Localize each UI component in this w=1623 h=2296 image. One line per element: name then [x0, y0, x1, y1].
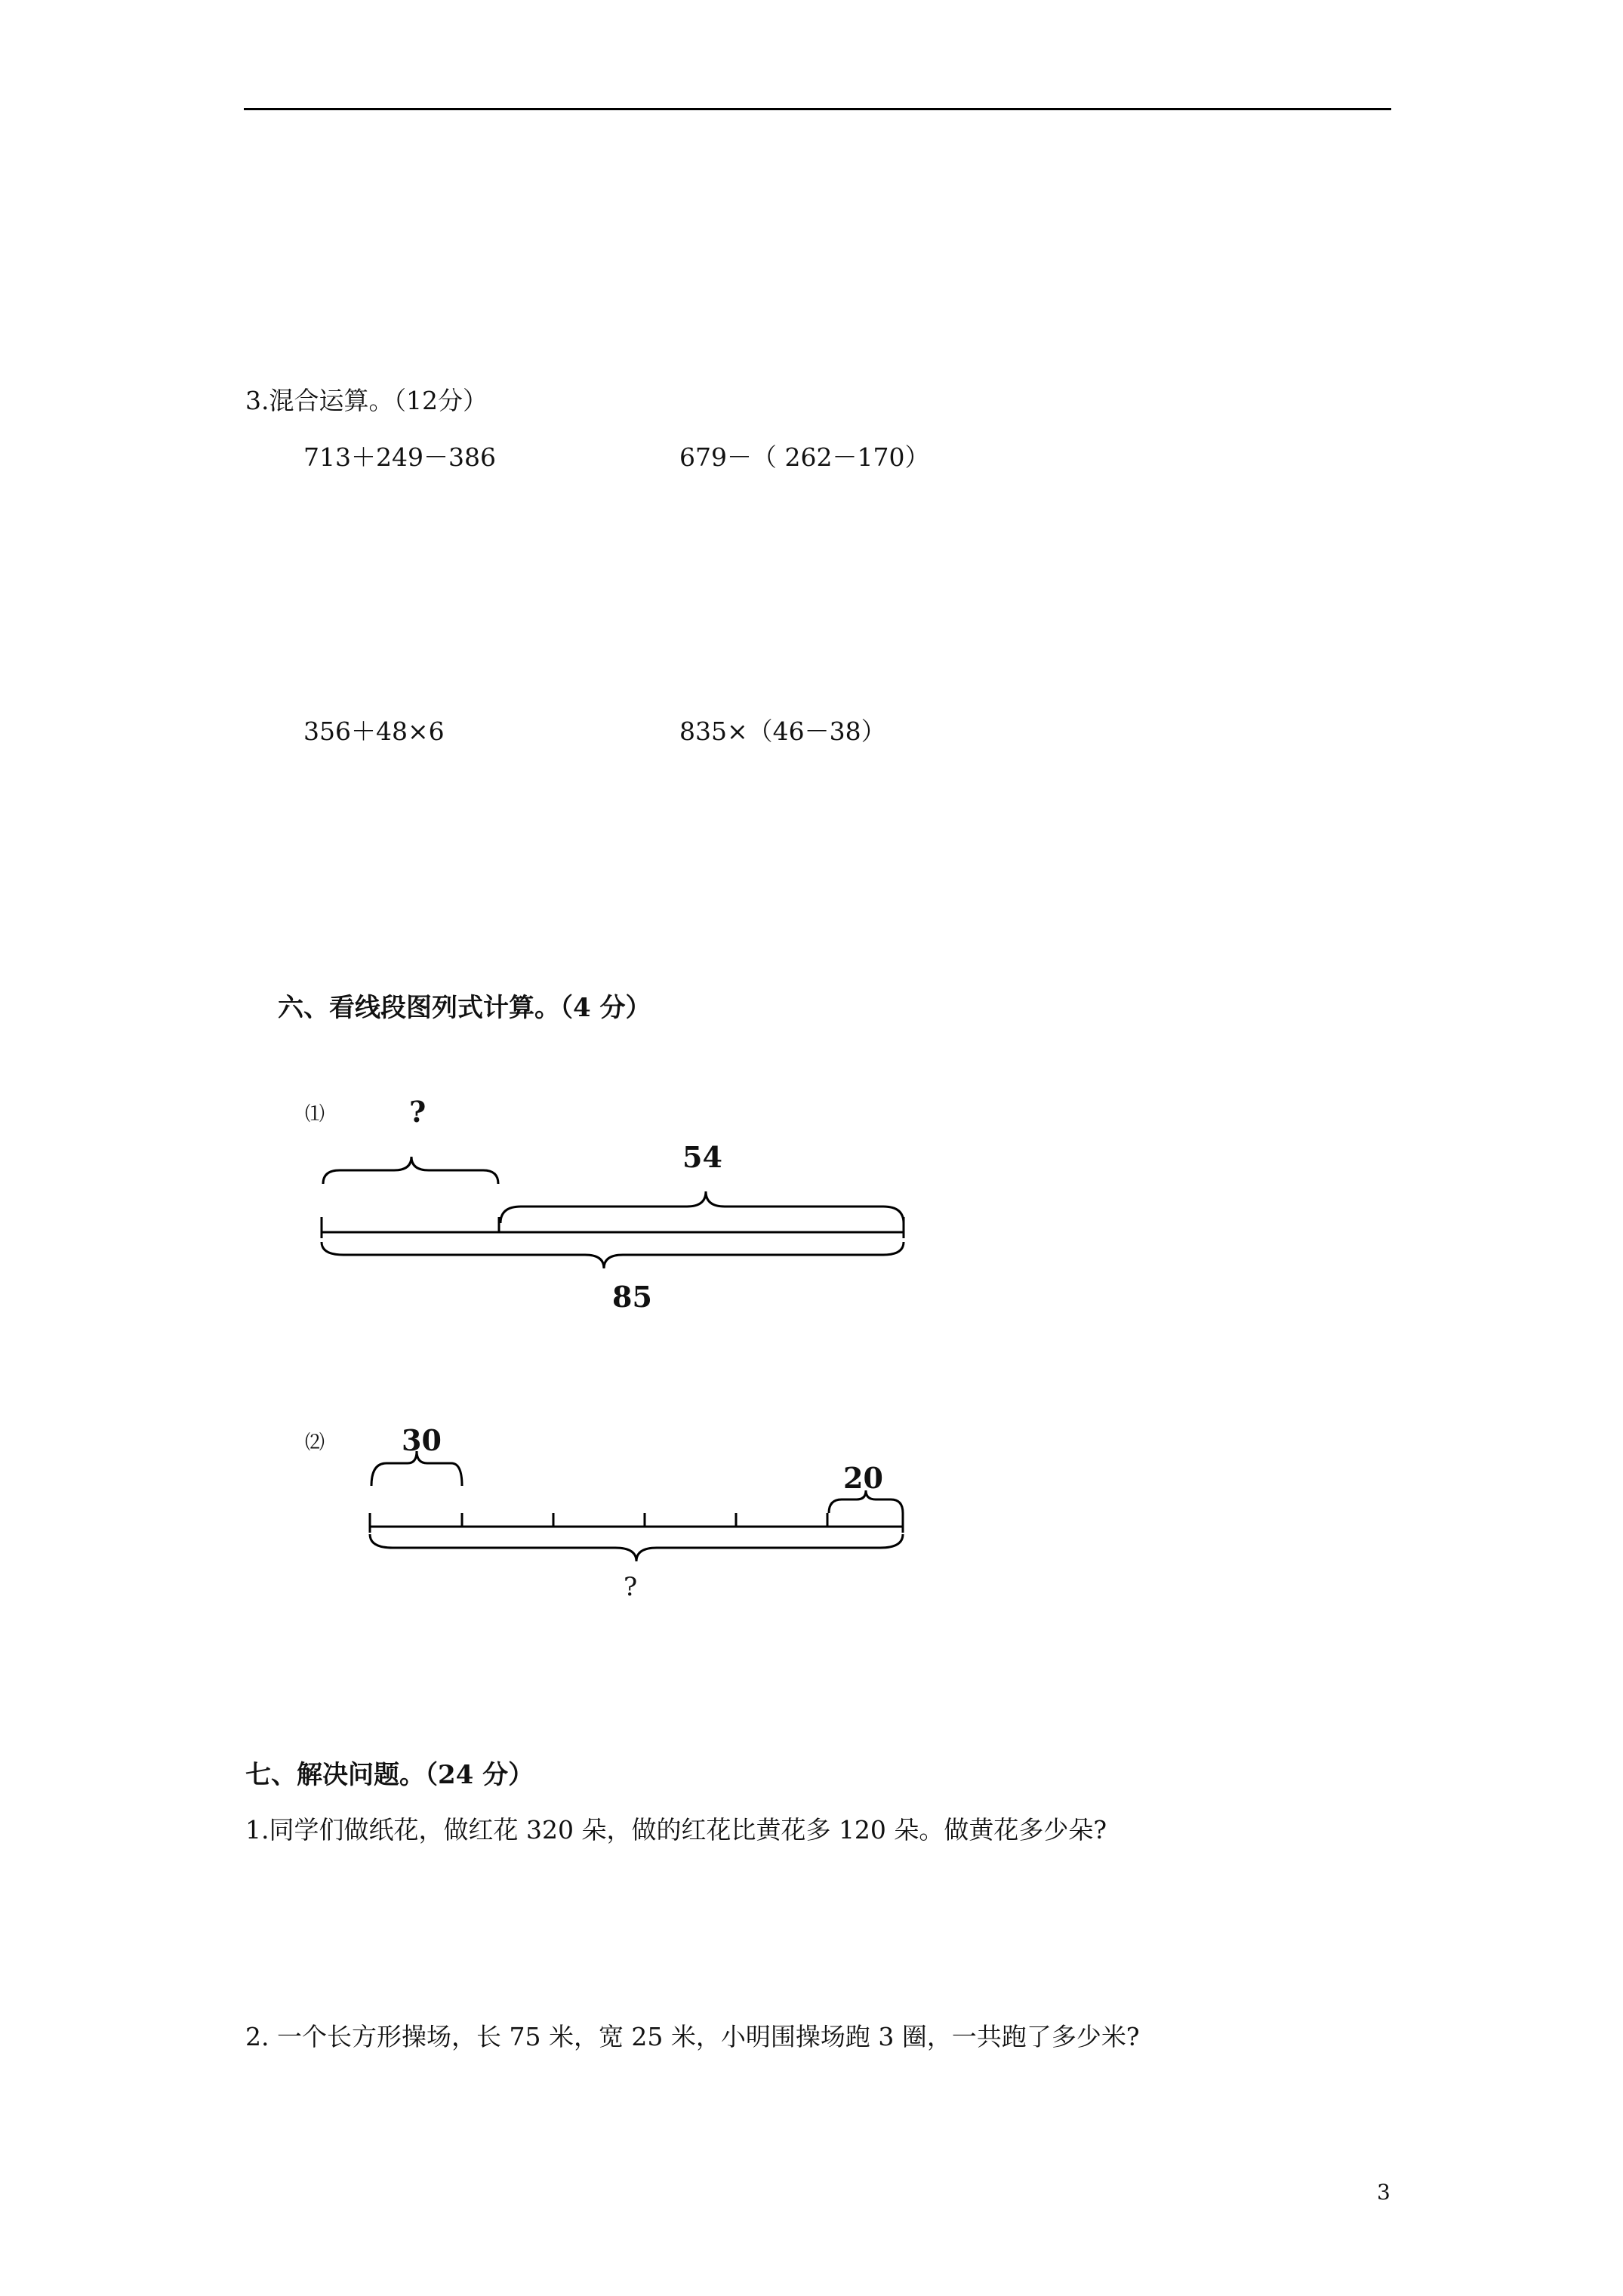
- section7-title: 七、解决问题。（24 分）: [245, 1760, 534, 1790]
- diagram2-total-label: ?: [624, 1572, 638, 1602]
- diagram1-index: ⑴: [305, 1103, 325, 1126]
- expression-1: 713＋249－386: [303, 442, 496, 472]
- expression-4: 835×（46－38）: [679, 717, 886, 746]
- diagram1-part-label: ?: [409, 1095, 427, 1129]
- mixed-ops-title: 3.混合运算。（12分）: [245, 386, 488, 415]
- diagram1-rest-label: 54: [682, 1140, 722, 1174]
- diagram1-total-brace: [322, 1242, 904, 1268]
- diagram2-first-label: 30: [402, 1423, 442, 1457]
- section6-title: 六、看线段图列式计算。（4 分）: [278, 993, 651, 1023]
- diagram1-rest-brace: [500, 1191, 904, 1223]
- problem-2: 2. 一个长方形操场，长 75 米，宽 25 米，小明围操场跑 3 圈，一共跑了多少米?: [245, 2022, 1140, 2051]
- diagram2-last-label: 20: [843, 1461, 883, 1495]
- diagram2-index: ⑵: [305, 1432, 325, 1454]
- page-number: 3: [1377, 2180, 1390, 2205]
- expression-2: 679－（ 262－170）: [679, 442, 930, 472]
- problem-1: 1.同学们做纸花，做红花 320 朵，做的红花比黄花多 120 朵。做黄花多少朵?: [245, 1815, 1107, 1845]
- diagram1-total-label: 85: [612, 1280, 652, 1314]
- diagram1-part-brace: [323, 1157, 498, 1184]
- expression-3: 356＋48×6: [303, 717, 445, 746]
- diagram2-total-brace: [370, 1534, 903, 1561]
